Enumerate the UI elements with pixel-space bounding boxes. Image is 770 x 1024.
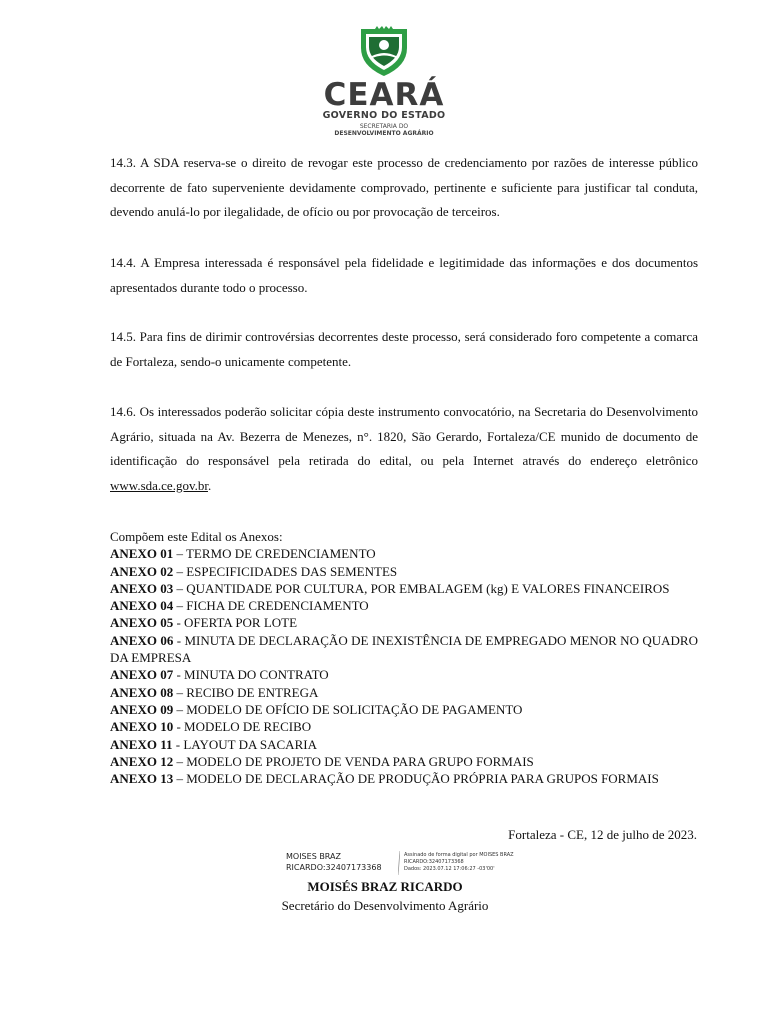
- annex-separator: -: [172, 736, 184, 752]
- annex-separator: -: [173, 632, 185, 648]
- annex-label: ANEXO 08: [110, 684, 174, 700]
- annex-title: MODELO DE PROJETO DE VENDA PARA GRUPO FORMAIS: [186, 753, 534, 769]
- annex-title: RECIBO DE ENTREGA: [186, 684, 319, 700]
- ceara-state-coat-of-arms-icon: [355, 26, 413, 78]
- annex-label: ANEXO 10: [110, 719, 174, 735]
- annex-label: ANEXO 11: [110, 736, 173, 752]
- annex-item: [110, 753, 698, 770]
- annex-separator: –: [173, 580, 187, 596]
- annex-separator: -: [173, 719, 185, 735]
- annex-item: [110, 701, 698, 718]
- annex-separator: -: [173, 615, 185, 631]
- secretariat-name: DESENVOLVIMENTO AGRÁRIO: [334, 130, 434, 137]
- annex-title: OFERTA POR LOTE: [184, 615, 298, 631]
- annex-intro: Compõem este Edital os Anexos:: [110, 529, 283, 544]
- clause-14-3: 14.3. A SDA reserva-se o direito de revogar este processo de credenciamento por razões de interesse público decorrente de fato superveniente devidamente comprovado, pertinente e suficiente para justificar tal conduta, devendo anulá-lo por ilegalidade, de ofício ou por provocação de terceiros.: [110, 155, 698, 219]
- annex-title: MINUTA DE DECLARAÇÃO DE INEXISTÊNCIA DE EMPREGADO MENOR NO QUADRO DA EMPRESA: [110, 632, 698, 666]
- annex-label: ANEXO 02: [110, 563, 174, 579]
- annex-item: [110, 632, 698, 667]
- annex-label: ANEXO 01: [110, 546, 174, 562]
- annex-separator: –: [173, 701, 187, 717]
- annex-label: ANEXO 06: [110, 632, 174, 648]
- annex-list: [110, 528, 698, 787]
- annex-title: MODELO DE RECIBO: [184, 719, 312, 735]
- website-link[interactable]: www.sda.ce.gov.br: [110, 477, 208, 493]
- digital-signature-details: [404, 852, 514, 873]
- annex-label: ANEXO 05: [110, 615, 174, 631]
- annex-item: [110, 614, 698, 631]
- annex-label: ANEXO 04: [110, 598, 174, 614]
- signer-role: Secretário do Desenvolvimento Agrário: [281, 898, 489, 913]
- annex-item: [110, 736, 698, 753]
- clause-14-4: 14.4. A Empresa interessada é responsável pela fidelidade e legitimidade das informações e dos documentos apresentados durante todo o processo.: [110, 255, 698, 295]
- annex-item: [110, 666, 698, 683]
- clause-14-5: 14.5. Para fins de dirimir controvérsias decorrentes deste processo, será considerado foro competente a comarca de Fortaleza, sendo-o unicamente competente.: [110, 329, 698, 369]
- annex-item: [110, 580, 698, 597]
- annex-label: ANEXO 07: [110, 667, 174, 683]
- annex-separator: –: [173, 598, 187, 614]
- clause-14-6-text: 14.6. Os interessados poderão solicitar cópia deste instrumento convocatório, na Secretaria do Desenvolvimento Agrário, situada na Av. Bezerra de Menezes, n°. 1820, São Gerardo, Fortaleza/CE munido de documento de identificação do responsável pela retirada do edital, ou pela Internet através do endereço eletrônico: [110, 404, 698, 468]
- annex-label: ANEXO 03: [110, 580, 174, 596]
- annex-item: [110, 597, 698, 614]
- annex-separator: –: [173, 753, 187, 769]
- signer-name: MOISÉS BRAZ RICARDO: [307, 879, 463, 894]
- digital-signature-line3: Dados: 2023.07.12 17:06:27 -03'00': [404, 866, 495, 872]
- clause-14-6-end: .: [207, 477, 212, 493]
- digital-signature-line2: RICARDO:32407173368: [404, 859, 464, 865]
- annex-item: [110, 770, 698, 787]
- annex-separator: –: [173, 546, 186, 562]
- ceara-government-logo: [304, 26, 464, 138]
- government-label: GOVERNO DO ESTADO: [322, 110, 446, 121]
- digital-signature-line1: Assinado de forma digital por MOISES BRAZ: [404, 852, 514, 858]
- annex-separator: –: [173, 684, 187, 700]
- annex-title: FICHA DE CREDENCIAMENTO: [186, 598, 369, 614]
- brand-name: CEARÁ: [323, 77, 445, 113]
- secretariat-label: SECRETARIA DO: [359, 123, 409, 130]
- annex-separator: -: [173, 667, 185, 683]
- signature-name-line1: MOISES BRAZ: [286, 852, 341, 861]
- annex-label: ANEXO 12: [110, 753, 174, 769]
- annex-label: ANEXO 09: [110, 701, 174, 717]
- signature-name-line2: RICARDO:32407173368: [286, 863, 382, 872]
- annex-item: [110, 545, 698, 562]
- clause-14-6: [110, 400, 698, 498]
- digital-signature-block: [286, 851, 526, 877]
- annex-item: [110, 563, 698, 580]
- annex-title: MINUTA DO CONTRATO: [184, 667, 329, 683]
- signature-divider-icon: [398, 851, 400, 875]
- annex-title: LAYOUT DA SACARIA: [183, 736, 317, 752]
- annex-separator: –: [173, 563, 187, 579]
- annex-title: MODELO DE OFÍCIO DE SOLICITAÇÃO DE PAGAMENTO: [186, 701, 523, 717]
- annex-title: MODELO DE DECLARAÇÃO DE PRODUÇÃO PRÓPRIA PARA GRUPOS FORMAIS: [186, 771, 659, 787]
- annex-title: ESPECIFICIDADES DAS SEMENTES: [186, 563, 398, 579]
- annex-separator: –: [173, 771, 187, 787]
- annex-item: [110, 718, 698, 735]
- annex-title: TERMO DE CREDENCIAMENTO: [185, 546, 376, 562]
- signature-name: [286, 851, 382, 873]
- annex-item: [110, 684, 698, 701]
- annex-title: QUANTIDADE POR CULTURA, POR EMBALAGEM (kg) E VALORES FINANCEIROS: [186, 580, 670, 596]
- document-date: Fortaleza - CE, 12 de julho de 2023.: [508, 827, 697, 842]
- annex-label: ANEXO 13: [110, 771, 174, 787]
